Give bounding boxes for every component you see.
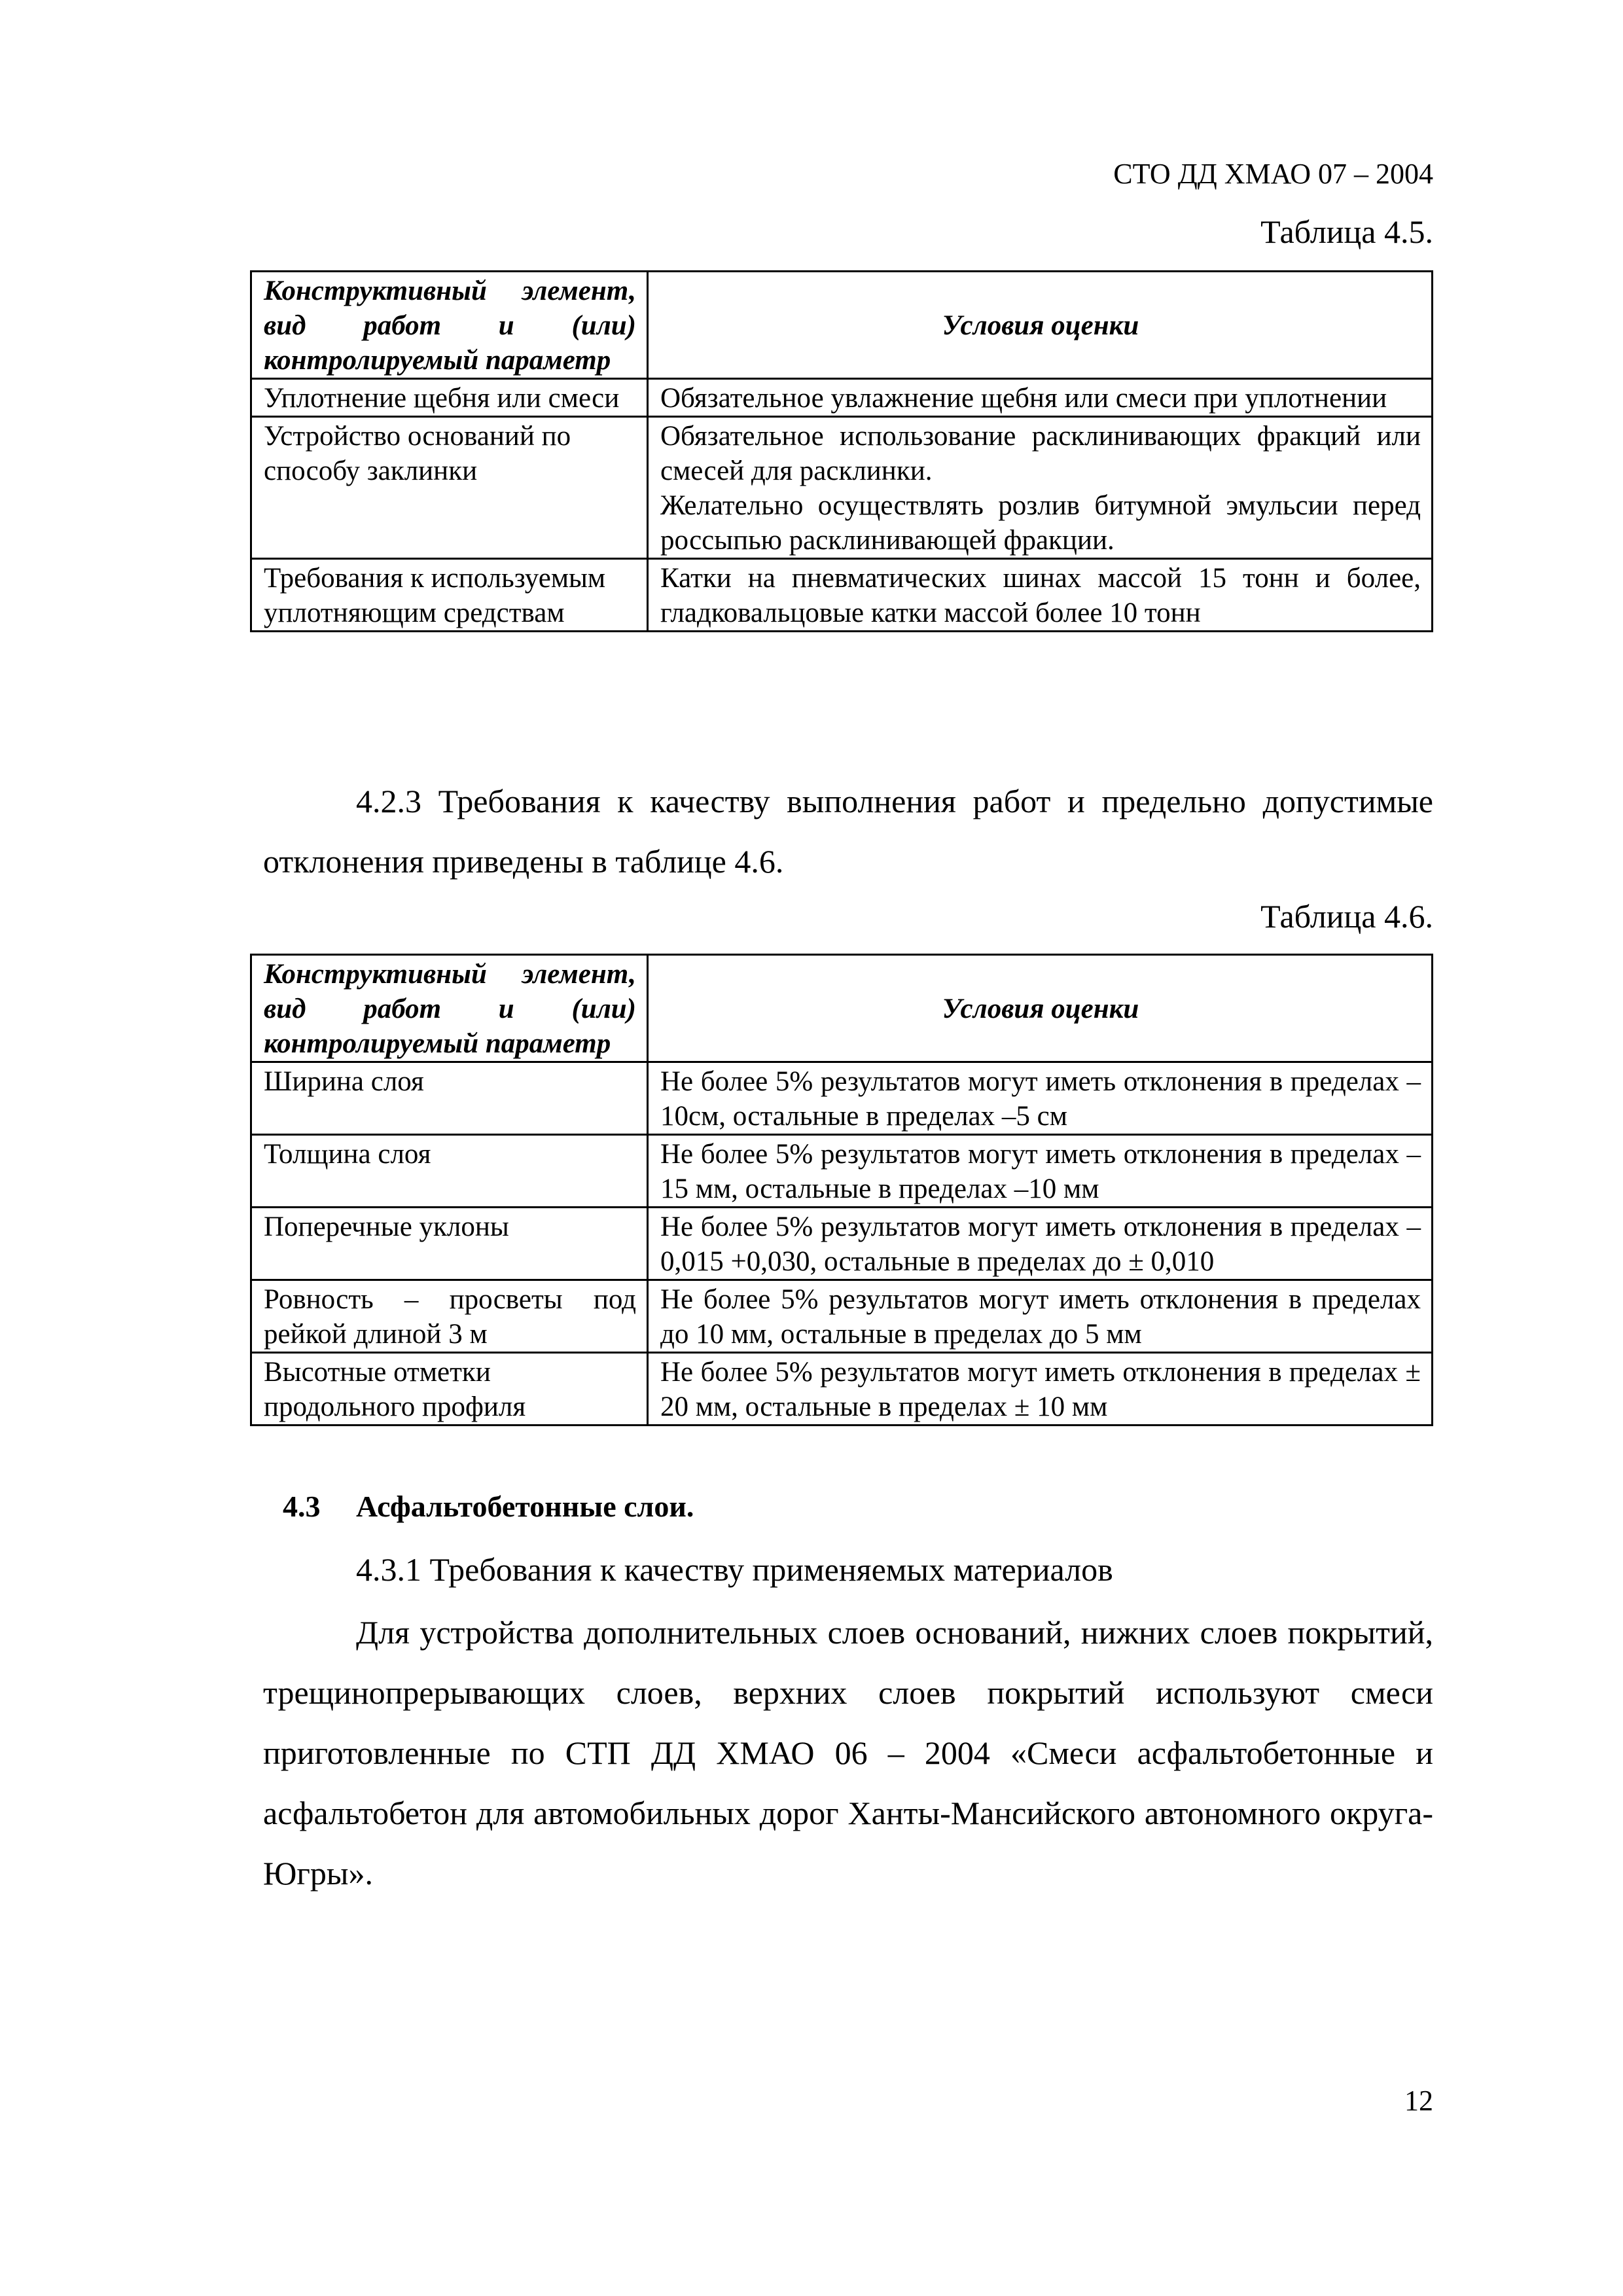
element-cell: Ровность – просветы под рейкой длиной 3 м	[251, 1280, 648, 1353]
table-4-5-caption: Таблица 4.5.	[1260, 213, 1433, 250]
condition-text: Катки на пневматических шинах массой 15 тонн и более, гладковальцовые катки массой более 10 тонн	[660, 563, 1421, 628]
table-row	[251, 1135, 1433, 1208]
element-cell: Требования к используемым уплотняющим средствам	[251, 559, 648, 632]
element-cell: Высотные отметки продольного профиля	[251, 1353, 648, 1426]
condition-text: Желательно осуществлять розлив битумной эмульсии перед россыпью расклинивающей фракции.	[660, 490, 1421, 556]
conditions-cell	[648, 417, 1433, 559]
table-row	[251, 559, 1433, 632]
table-4-6	[250, 954, 1433, 1426]
paragraph-body: Для устройства дополнительных слоев оснований, нижних слоев покрытий, трещинопрерывающих слоев, верхних слоев покрытий используют смеси приготовленные по СТП ДД ХМАО 06 – 2004 «Смеси асфальтобетонные и асфальтобетон для автомобильных дорог Ханты-Мансийского автономного округа-Югры».	[263, 1614, 1433, 1892]
table-4-6-caption: Таблица 4.6.	[1260, 898, 1433, 935]
table-row	[251, 379, 1433, 417]
table-row	[251, 1062, 1433, 1135]
section-title: Асфальтобетонные слои.	[356, 1490, 694, 1523]
header-conditions-column: Условия оценки	[648, 955, 1433, 1062]
header-conditions-column: Условия оценки	[648, 272, 1433, 379]
condition-cell: Не более 5% результатов могут иметь отклонения в пределах до 10 мм, остальные в пределах до 5 мм	[648, 1280, 1433, 1353]
condition-text: Обязательное увлажнение щебня или смеси при уплотнении	[660, 383, 1387, 414]
table-row	[251, 1353, 1433, 1426]
table-4-5	[250, 270, 1433, 632]
section-heading	[283, 1486, 694, 1528]
header-element-column: Конструктивный элемент, вид работ и (или) контролируемый параметр	[251, 272, 648, 379]
document-code: СТО ДД ХМАО 07 – 2004	[1113, 158, 1433, 190]
paragraph-4-3-1: 4.3.1 Требования к качеству применяемых материалов	[356, 1551, 1113, 1588]
element-cell: Ширина слоя	[251, 1062, 648, 1135]
condition-text: Обязательное использование расклинивающих фракций или смесей для расклинки.	[660, 421, 1421, 486]
table-row	[251, 1208, 1433, 1280]
element-cell: Толщина слоя	[251, 1135, 648, 1208]
table-row	[251, 417, 1433, 559]
element-cell: Уплотнение щебня или смеси	[251, 379, 648, 417]
conditions-cell	[648, 379, 1433, 417]
conditions-cell	[648, 559, 1433, 632]
header-element-column: Конструктивный элемент, вид работ и (или) контролируемый параметр	[251, 955, 648, 1062]
element-cell: Устройство оснований по способу заклинки	[251, 417, 648, 559]
section-number: 4.3	[283, 1490, 321, 1523]
paragraph-4-2-3: 4.2.3 Требования к качеству выполнения работ и предельно допустимые отклонения приведены в таблице 4.6.	[263, 783, 1433, 880]
condition-cell: Не более 5% результатов могут иметь отклонения в пределах ± 20 мм, остальные в пределах ± 10 мм	[648, 1353, 1433, 1426]
table-header-row	[251, 955, 1433, 1062]
element-cell: Поперечные уклоны	[251, 1208, 648, 1280]
page-number: 12	[1404, 2085, 1433, 2117]
condition-cell: Не более 5% результатов могут иметь отклонения в пределах –10см, остальные в пределах –5 см	[648, 1062, 1433, 1135]
condition-cell: Не более 5% результатов могут иметь отклонения в пределах –15 мм, остальные в пределах –10 мм	[648, 1135, 1433, 1208]
table-header-row	[251, 272, 1433, 379]
table-row	[251, 1280, 1433, 1353]
condition-cell: Не более 5% результатов могут иметь отклонения в пределах –0,015 +0,030, остальные в пределах до ± 0,010	[648, 1208, 1433, 1280]
